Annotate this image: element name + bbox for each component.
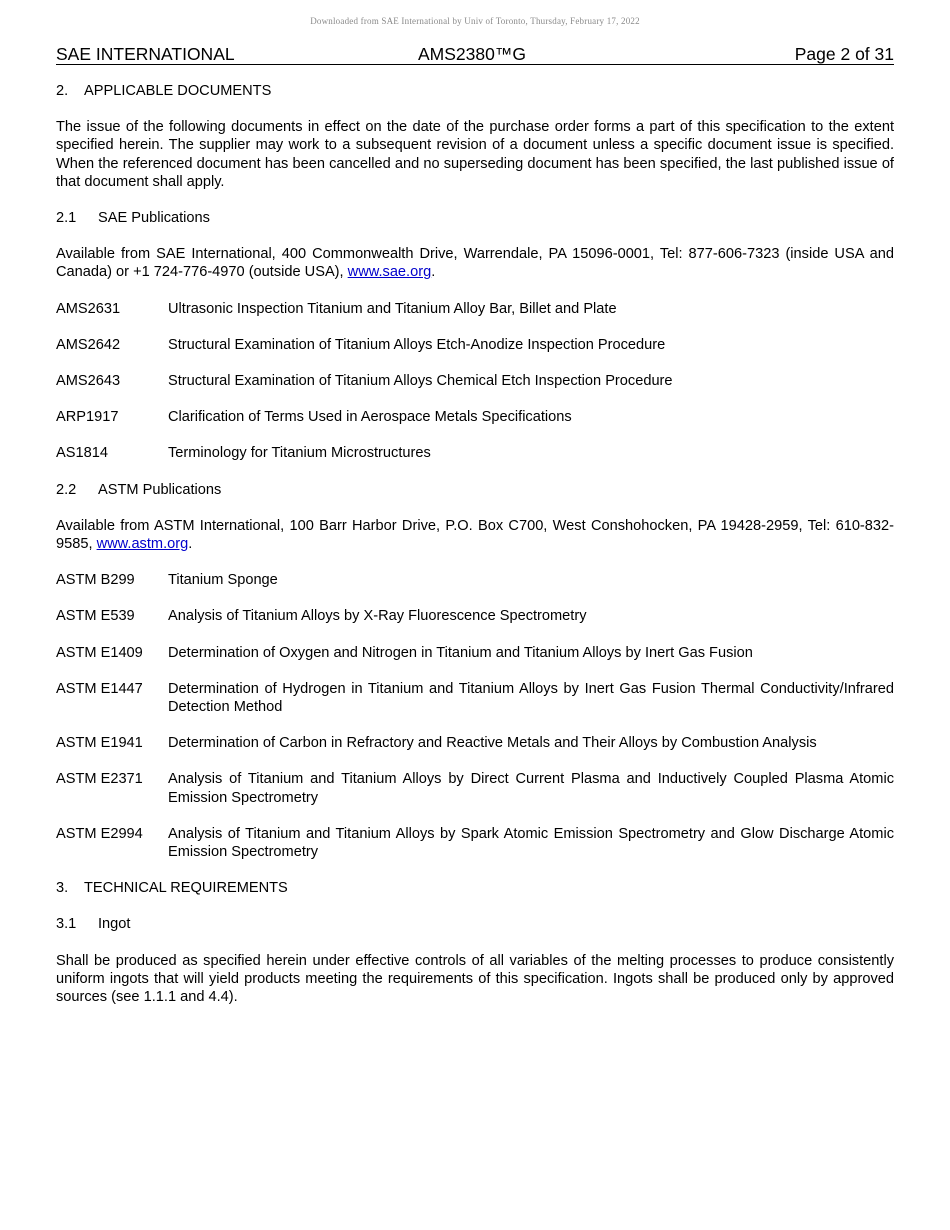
availability-end: . — [188, 536, 193, 553]
reference-entry — [56, 644, 894, 662]
section-title: ASTM Publications — [98, 481, 222, 498]
reference-title: Determination of Hydrogen in Titanium and Titanium Alloys by Inert Gas Fusion Thermal Conductivity/Infrared Detection Method — [168, 680, 894, 716]
astm-availability — [56, 517, 894, 553]
reference-entry — [56, 336, 894, 354]
section-number: 2. — [56, 83, 69, 99]
reference-code: ASTM E539 — [56, 608, 135, 625]
section-number: 2.1 — [56, 210, 77, 227]
reference-code: AMS2642 — [56, 336, 121, 353]
reference-entry — [56, 680, 894, 716]
astm-website-link[interactable]: www.astm.org — [96, 536, 189, 553]
header-page-number: Page 2 of 31 — [794, 44, 894, 64]
section-2-1-heading — [56, 209, 894, 227]
page-header — [56, 44, 894, 65]
reference-title: Clarification of Terms Used in Aerospace Metals Specifications — [168, 409, 572, 426]
reference-code: ASTM E1447 — [56, 680, 143, 697]
reference-title: Determination of Carbon in Refractory and Reactive Metals and Their Alloys by Combustion Analysis — [168, 735, 817, 752]
reference-entry — [56, 770, 894, 806]
reference-code: ASTM E2371 — [56, 771, 143, 788]
ingot-requirement-text: Shall be produced as specified herein under effective controls of all variables of the melting processes to produce consistently uniform ingots that will yield products meeting the requirements of this specification. Ingots shall be produced only by approved sources (see 1.1.1 and 4.4). — [56, 952, 894, 1006]
reference-title: Titanium Sponge — [168, 572, 278, 589]
reference-title: Structural Examination of Titanium Alloys Chemical Etch Inspection Procedure — [168, 373, 673, 390]
document-body — [56, 82, 894, 1024]
section-3-1-heading — [56, 915, 894, 933]
reference-title: Analysis of Titanium Alloys by X-Ray Fluorescence Spectrometry — [168, 608, 587, 625]
reference-entry — [56, 607, 894, 625]
download-watermark: Downloaded from SAE International by Univ of Toronto, Thursday, February 17, 2022 — [310, 16, 640, 26]
section-number: 3. — [56, 880, 69, 897]
reference-code: ASTM E1409 — [56, 644, 143, 661]
section-number: 2.2 — [56, 481, 77, 498]
reference-title: Analysis of Titanium and Titanium Alloys by Spark Atomic Emission Spectrometry and Glow Discharge Atomic Emission Spectrometry — [168, 825, 894, 861]
section-title: SAE Publications — [98, 210, 210, 227]
reference-entry — [56, 825, 894, 861]
sae-availability — [56, 245, 894, 281]
reference-entry — [56, 444, 894, 462]
reference-entry — [56, 734, 894, 752]
section-number: 3.1 — [56, 916, 77, 933]
availability-text: Available from SAE International, 400 Commonwealth Drive, Warrendale, PA 15096-0001, Tel: 877-606-7323 (inside USA and Canada) or +1 724-776-4970 (outside USA), — [56, 246, 894, 281]
section-3-heading — [56, 879, 894, 897]
reference-title: Analysis of Titanium and Titanium Alloys by Direct Current Plasma and Inductively Coupled Plasma Atomic Emission Spectrometry — [168, 771, 894, 806]
sae-website-link[interactable]: www.sae.org — [347, 264, 432, 281]
reference-code: ASTM B299 — [56, 572, 135, 589]
reference-entry — [56, 408, 894, 426]
availability-text: Available from ASTM International, 100 Barr Harbor Drive, P.O. Box C700, West Conshohocken, PA 19428-2959, Tel: 610-832-9585, — [56, 517, 894, 553]
availability-end: . — [431, 264, 436, 281]
reference-code: ASTM E2994 — [56, 825, 143, 842]
reference-title: Terminology for Titanium Microstructures — [168, 445, 431, 462]
section-title: APPLICABLE DOCUMENTS — [84, 83, 272, 99]
section-2-heading — [56, 82, 894, 100]
reference-entry — [56, 300, 894, 318]
header-organization: SAE INTERNATIONAL — [56, 44, 235, 64]
reference-code: AMS2631 — [56, 300, 121, 317]
sae-reference-list — [56, 300, 894, 463]
reference-title: Determination of Oxygen and Nitrogen in Titanium and Titanium Alloys by Inert Gas Fusion — [168, 644, 753, 661]
reference-title: Structural Examination of Titanium Alloys Etch-Anodize Inspection Procedure — [168, 336, 666, 353]
header-document-id: AMS2380™G — [418, 44, 526, 64]
reference-entry — [56, 571, 894, 589]
reference-entry — [56, 372, 894, 390]
reference-code: AS1814 — [56, 445, 108, 462]
reference-code: ASTM E1941 — [56, 735, 143, 752]
section-title: TECHNICAL REQUIREMENTS — [84, 880, 288, 897]
reference-code: AMS2643 — [56, 373, 121, 390]
section-2-intro: The issue of the following documents in effect on the date of the purchase order forms a part of this specification to the extent specified herein. The supplier may work to a subsequent revision of a document unless a specific document issue is specified. When the referenced document has been cancelled and no superseding document has been specified, the last published issue of that document shall apply. — [56, 119, 894, 190]
reference-title: Ultrasonic Inspection Titanium and Titanium Alloy Bar, Billet and Plate — [168, 300, 617, 317]
section-2-2-heading — [56, 481, 894, 499]
section-title: Ingot — [98, 916, 131, 933]
astm-reference-list — [56, 571, 894, 861]
reference-code: ARP1917 — [56, 409, 119, 426]
